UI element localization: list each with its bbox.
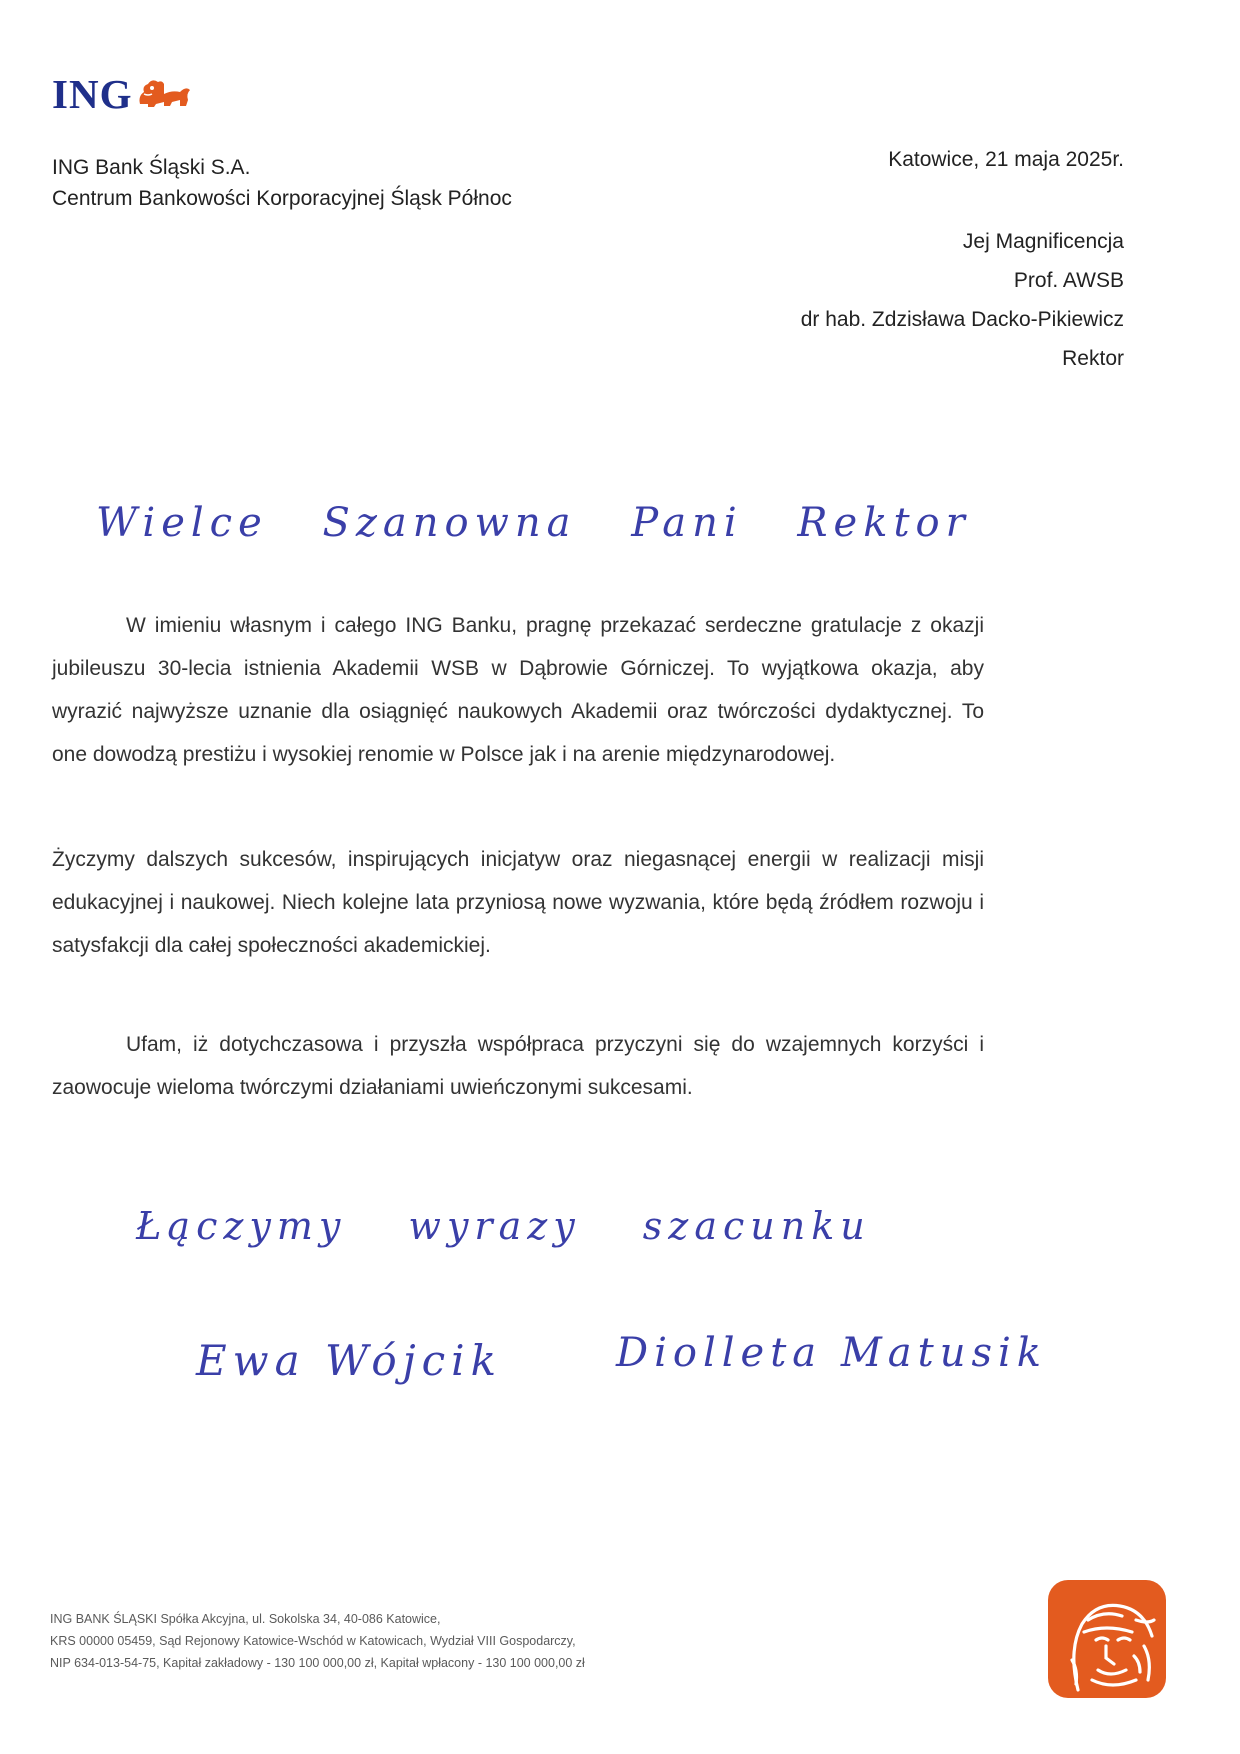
paragraph-congratulations: W imieniu własnym i całego ING Banku, pragnę przekazać serdeczne gratulacje z okazji jubileuszu 30-lecia istnienia Akademii WSB w Dąbrowie Górniczej. To wyjątkowa okazja, aby wyrazić najwyższe uznanie dla osiągnięć naukowych Akademii oraz twórczości dydaktycznej. To one dowodzą prestiżu i wysokiej renomie w Polsce jak i na arenie międzynarodowej.: [52, 614, 984, 766]
recipient-block: [801, 222, 1124, 378]
ing-logo: [52, 71, 192, 117]
recipient-position: Prof. AWSB: [1013, 269, 1124, 292]
footer-line-registry: KRS 00000 05459, Sąd Rejonowy Katowice-Wschód w Katowicach, Wydział VIII Gospodarczy,: [50, 1634, 576, 1648]
sender-department: Centrum Bankowości Korporacyjnej Śląsk Północ: [52, 187, 512, 210]
handwritten-closing: Łączymy wyrazy szacunku: [136, 1204, 871, 1248]
footer-line-address: ING BANK ŚLĄSKI Spółka Akcyjna, ul. Sokolska 34, 40-086 Katowice,: [50, 1612, 441, 1626]
paragraph-wishes: Życzymy dalszych sukcesów, inspirujących inicjatyw oraz niegasnącej energii w realizacji misji edukacyjnej i naukowej. Niech kolejne lata przyniosą nowe wyzwania, które będą źródłem rozwoju i satysfakcji dla całej społeczności akademickiej.: [52, 848, 984, 957]
footer-line-capital: NIP 634-013-54-75, Kapitał zakładowy - 130 100 000,00 zł, Kapitał wpłacony - 130 100 000,00 zł: [50, 1656, 585, 1670]
sender-bank-name: ING Bank Śląski S.A.: [52, 156, 251, 179]
signature-second: Diolleta Matusik: [616, 1330, 1048, 1376]
lion-badge-icon: [1048, 1580, 1166, 1698]
handwritten-salutation: Wielce Szanowna Pani Rektor: [96, 500, 971, 546]
sender-block: [52, 152, 512, 214]
recipient-name: dr hab. Zdzisława Dacko-Pikiewicz: [800, 308, 1124, 331]
letter-date: Katowice, 21 maja 2025r.: [888, 148, 1124, 171]
recipient-title: Jej Magnificencja: [962, 230, 1124, 253]
paragraph-cooperation: Ufam, iż dotychczasowa i przyszła współpraca przyczyni się do wzajemnych korzyści i zaowocuje wieloma twórczymi działaniami uwieńczonymi sukcesami.: [52, 1033, 984, 1099]
signature-first: Ewa Wójcik: [196, 1336, 503, 1385]
logo-wordmark: ING: [52, 71, 133, 117]
footer-legal: [50, 1608, 585, 1674]
lion-icon: [136, 74, 192, 115]
recipient-role: Rektor: [1062, 347, 1124, 370]
